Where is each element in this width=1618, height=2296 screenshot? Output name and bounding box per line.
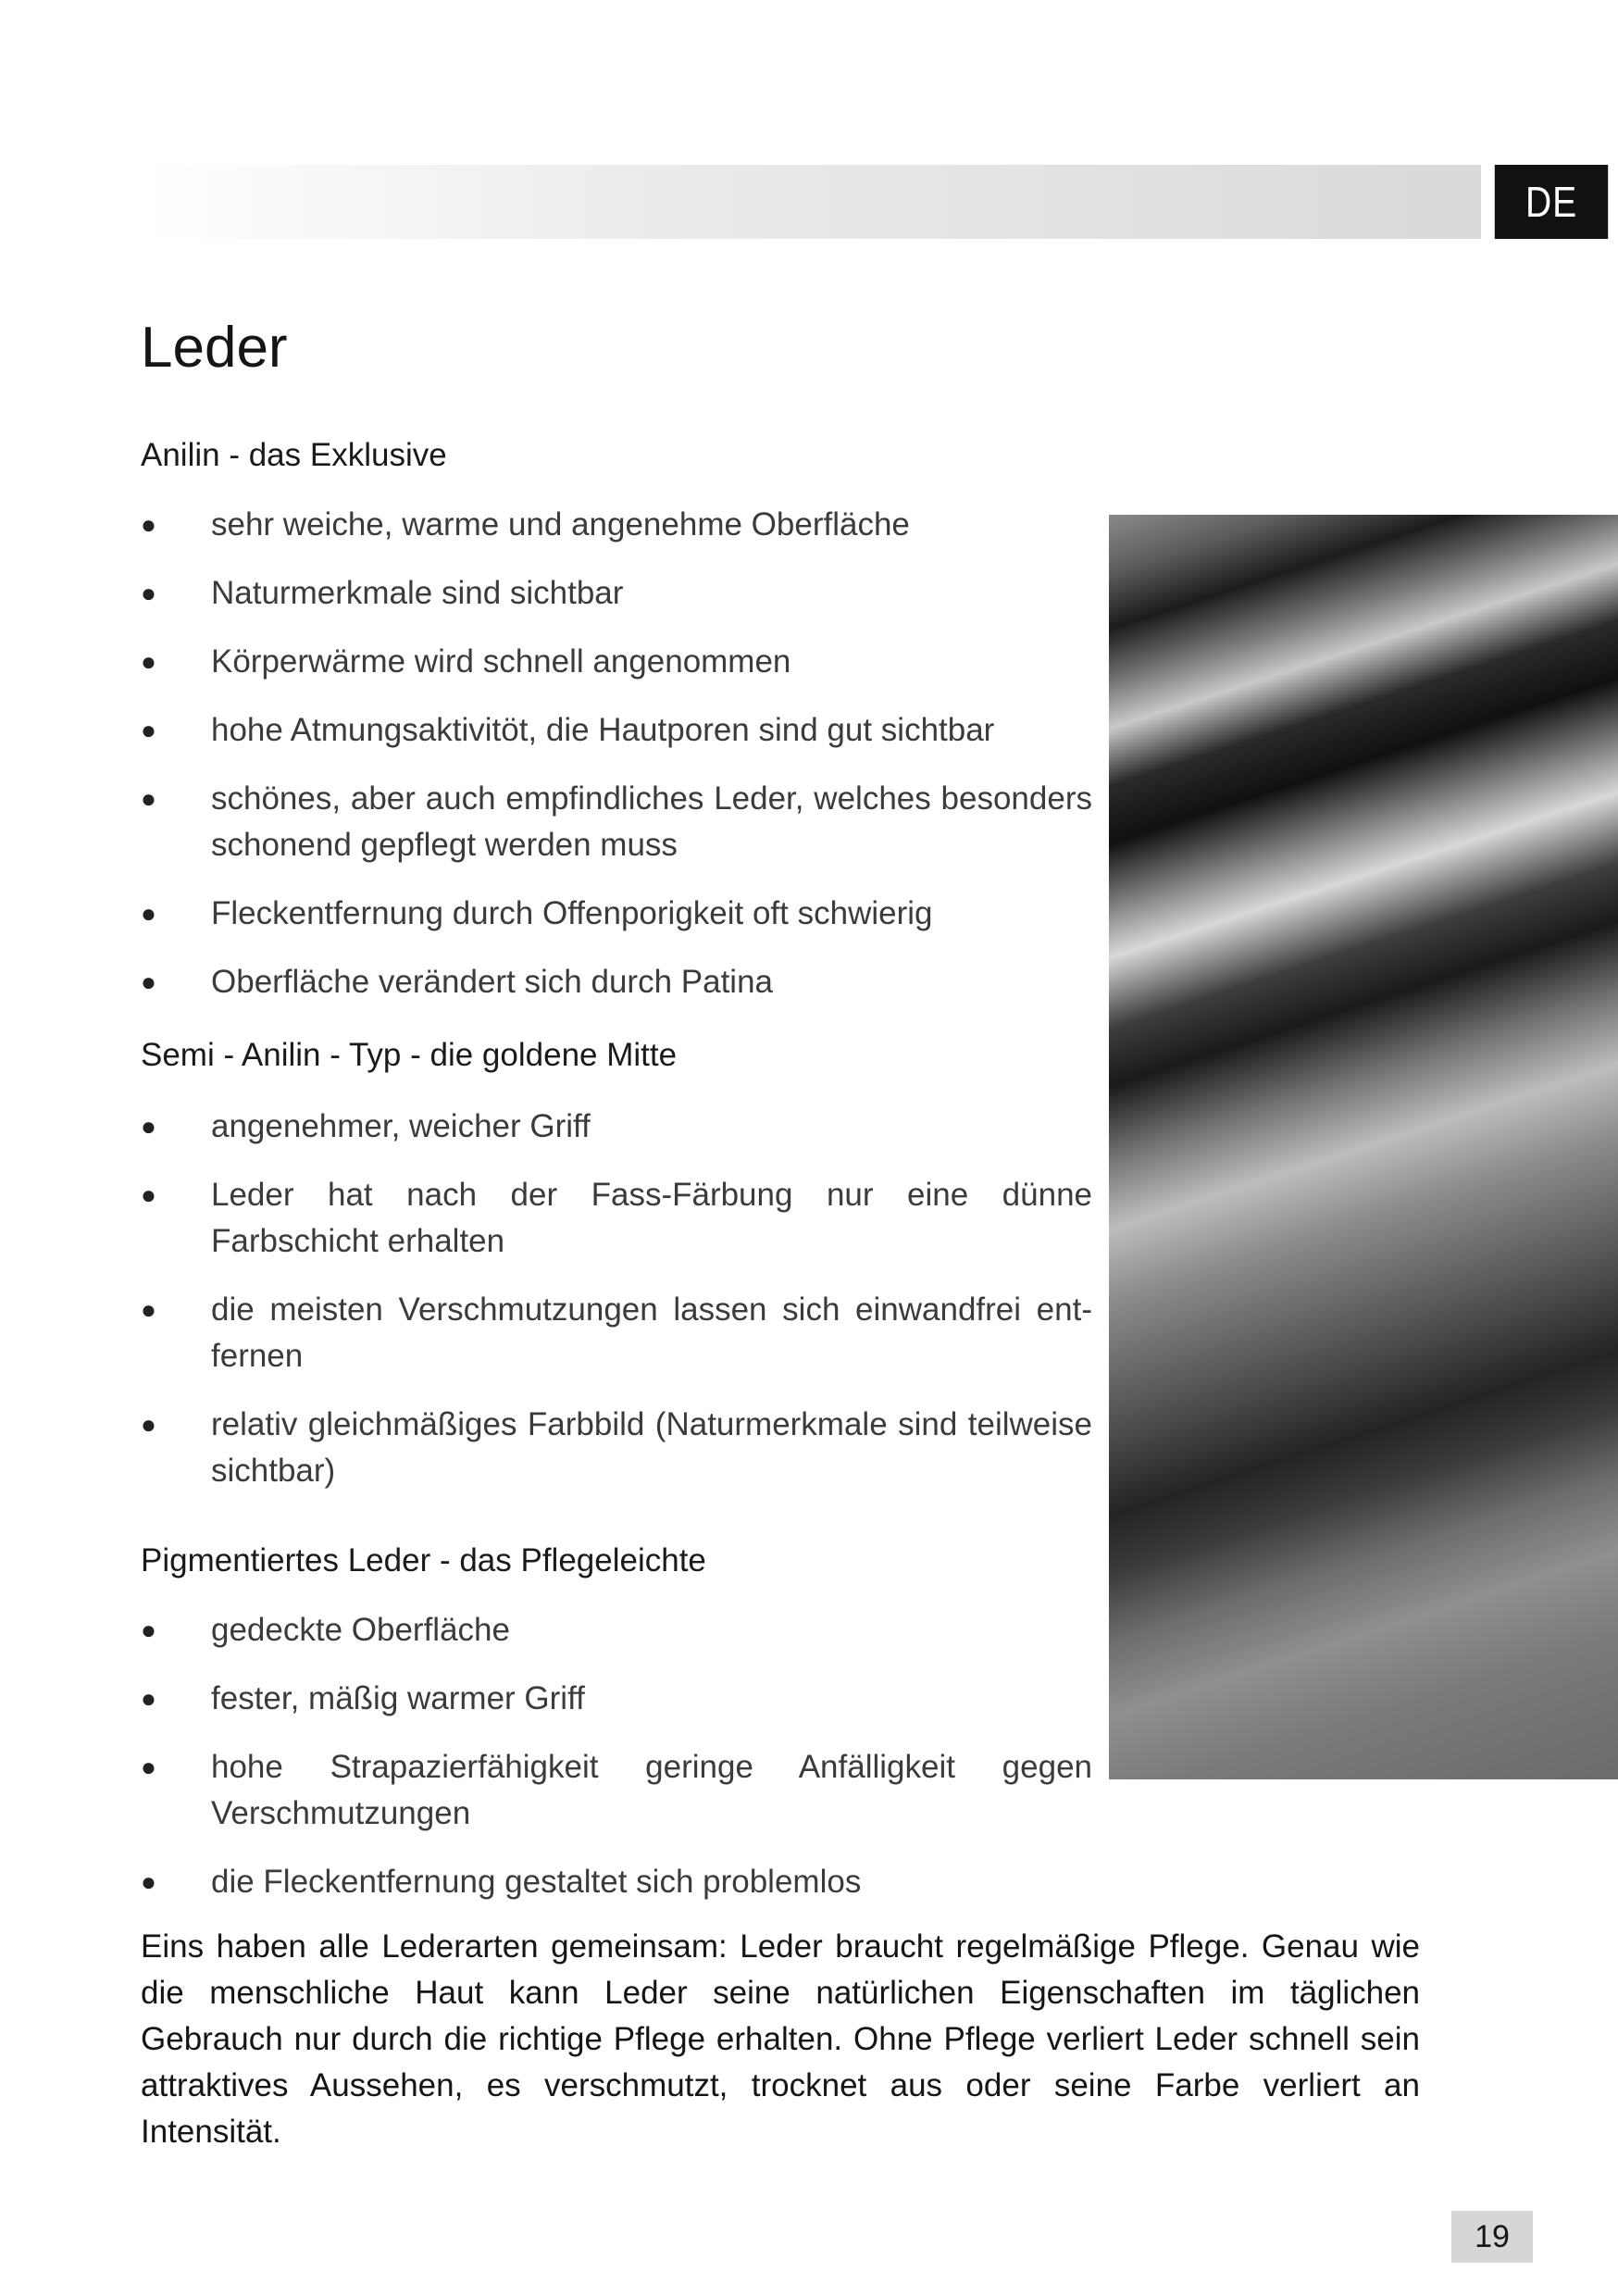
bullet-icon: ● bbox=[141, 1180, 156, 1209]
bullet-icon: ● bbox=[141, 1684, 156, 1713]
leather-photo bbox=[1109, 515, 1618, 1779]
bullet-icon: ● bbox=[141, 967, 156, 996]
list-item: ● die Fleckentfernung gestaltet sich problemlos bbox=[141, 1859, 1163, 1905]
bullet-icon: ● bbox=[141, 579, 156, 607]
bullet-icon: ● bbox=[141, 1867, 156, 1896]
page-number: 19 bbox=[1451, 2211, 1533, 2263]
list-item: ● sehr weiche, warme und angenehme Oberfläche bbox=[141, 502, 1092, 548]
section-title-anilin: Anilin - das Exklusive bbox=[141, 437, 447, 473]
page-title: Leder bbox=[141, 316, 288, 380]
header-gradient-bar bbox=[148, 165, 1481, 239]
list-item: ● Oberfläche verändert sich durch Patina bbox=[141, 959, 1092, 1005]
bullet-icon: ● bbox=[141, 1410, 156, 1439]
bullet-icon: ● bbox=[141, 647, 156, 676]
bullet-icon: ● bbox=[141, 1112, 156, 1141]
list-item: ● hohe Strapazierfähigkeit geringe Anfälligkeit gegen Verschmutzungen bbox=[141, 1744, 1092, 1837]
bullet-list-semi-anilin bbox=[141, 1104, 1092, 1516]
list-item: ● fester, mäßig warmer Griff bbox=[141, 1676, 1092, 1722]
list-item: ● Naturmerkmale sind sichtbar bbox=[141, 570, 1092, 617]
list-item: ● relativ gleichmäßiges Farbbild (Naturmerkmale sind teilweise sichtbar) bbox=[141, 1402, 1092, 1494]
bullet-icon: ● bbox=[141, 899, 156, 928]
bullet-icon: ● bbox=[141, 1753, 156, 1781]
section-title-semi-anilin: Semi - Anilin - Typ - die goldene Mitte bbox=[141, 1037, 678, 1073]
list-item: ● schönes, aber auch empfindliches Leder, welches besonders schonend gepflegt werden muss bbox=[141, 776, 1092, 868]
bullet-list-anilin bbox=[141, 502, 1092, 1028]
list-item: ● die meisten Verschmutzungen lassen sich einwandfrei ent-fernen bbox=[141, 1287, 1092, 1379]
list-item: ● Leder hat nach der Fass-Färbung nur eine dünne Farbschicht erhalten bbox=[141, 1172, 1092, 1265]
list-item: ● Fleckentfernung durch Offenporigkeit oft schwierig bbox=[141, 891, 1092, 937]
list-item: ● gedeckte Oberfläche bbox=[141, 1607, 1092, 1653]
bullet-icon: ● bbox=[141, 510, 156, 539]
bullet-list-pigmentiert bbox=[141, 1607, 1092, 1928]
section-title-pigmentiert: Pigmentiertes Leder - das Pflegeleichte bbox=[141, 1542, 706, 1578]
list-item: ● Körperwärme wird schnell angenommen bbox=[141, 639, 1092, 685]
bullet-icon: ● bbox=[141, 1616, 156, 1644]
bullet-icon: ● bbox=[141, 1295, 156, 1324]
list-item: ● hohe Atmungsaktivitöt, die Hautporen sind gut sichtbar bbox=[141, 707, 1092, 754]
list-item: ● angenehmer, weicher Griff bbox=[141, 1104, 1092, 1150]
closing-paragraph: Eins haben alle Lederarten gemeinsam: Leder braucht regelmäßige Pflege. Genau wie die menschliche Haut kann Leder seine natürlichen Eigenschaften im täglichen Gebrauch nur durch die richtige Pflege erhalten. Ohne Pflege verliert Leder schnell sein attraktives Aussehen, es verschmutzt, trocknet aus oder seine Farbe verliert an Intensität. bbox=[141, 1928, 1420, 2150]
language-tab: DE bbox=[1495, 165, 1608, 239]
bullet-icon: ● bbox=[141, 784, 156, 813]
bullet-icon: ● bbox=[141, 716, 156, 744]
